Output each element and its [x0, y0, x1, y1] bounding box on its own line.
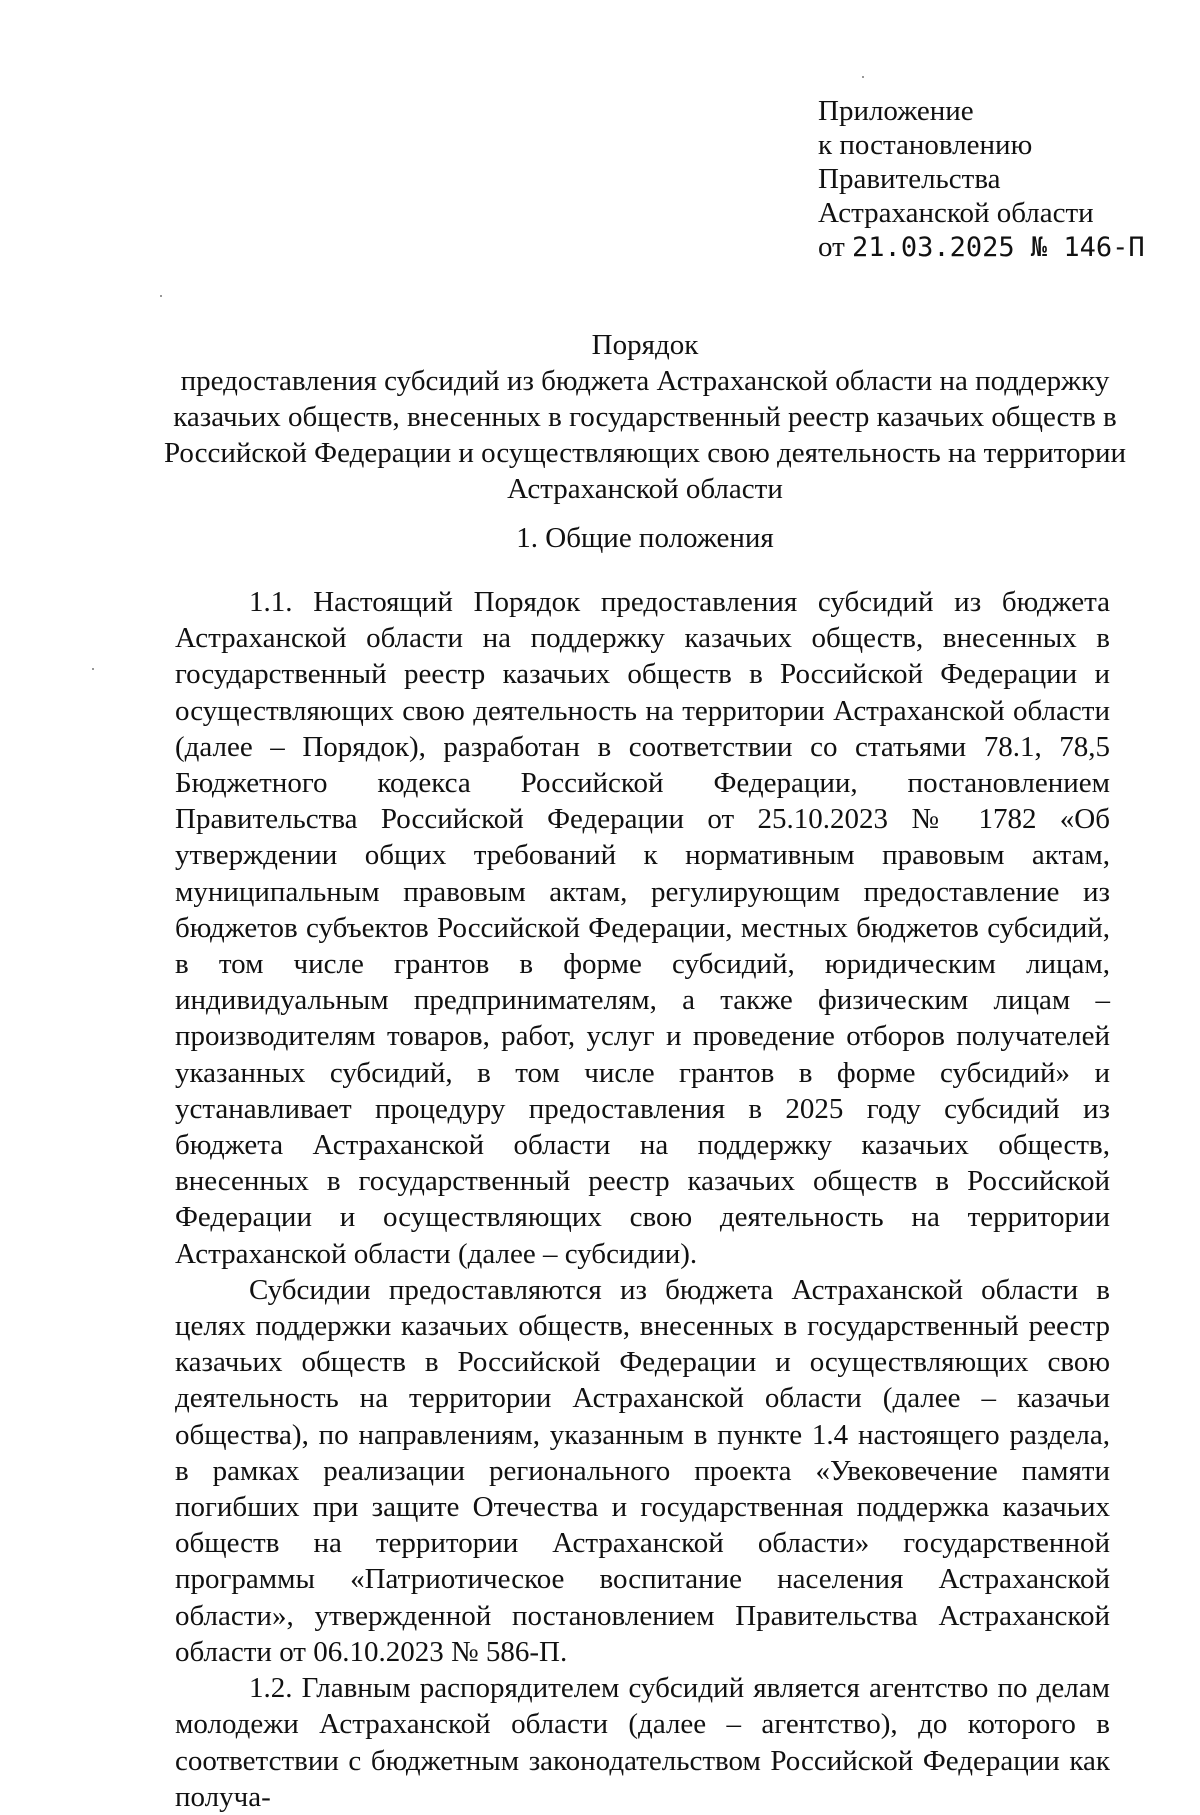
body-text: [175, 584, 1110, 1815]
section-heading: 1. Общие положения: [516, 522, 774, 554]
appendix-date-line: [818, 230, 1158, 265]
appendix-line: к постановлению: [818, 129, 1033, 161]
title-line: предоставления субсидий из бюджета Астраханской области на поддержку: [180, 365, 1110, 397]
title-line: Астраханской области: [507, 473, 783, 505]
title-heading: Порядок: [591, 329, 699, 361]
paragraph: 1.2. Главным распорядителем субсидий является агентство по делам молодежи Астраханской области (далее – агентство), до которого в соответствии с бюджетным законодательством Российской Федерации как получа-: [175, 1672, 1110, 1813]
appendix-date-prefix: от: [818, 231, 853, 263]
paragraph: Субсидии предоставляются из бюджета Астраханской области в целях поддержки казачьих обществ, внесенных в государственный реестр казачьих обществ в Российской Федерации и осуществляющих свою деятельность на территории Астраханской области (далее – казачьи общества), по направлениям, указанным в пункте 1.4 настоящего раздела, в рамках реализации регионального проекта «Увековечение памяти погибших при защите Отечества и государственная поддержка казачьих обществ на территории Астраханской области» государственной программы «Патриотическое воспитание населения Астраханской области», утвержденной постановлением Правительства Астраханской области от 06.10.2023 № 586-П.: [175, 1273, 1110, 1668]
appendix-line: Правительства: [818, 163, 1001, 195]
document-title: [150, 327, 1140, 507]
appendix-date: 21.03.2025: [852, 232, 1015, 263]
scan-speck: [862, 76, 864, 78]
title-line: Российской Федерации и осуществляющих свою деятельность на территории: [164, 437, 1126, 469]
scan-speck: [92, 668, 94, 670]
paragraph: 1.1. Настоящий Порядок предоставления субсидий из бюджета Астраханской области на поддержку казачьих обществ, внесенных в государственный реестр казачьих обществ в Российской Федерации и осуществляющих свою деятельность на территории Астраханской области (далее – Порядок), разработан в соответствии со статьями 78.1, 78,5 Бюджетного кодекса Российской Федерации, постановлением Правительства Российской Федерации от 25.10.2023 № 1782 «Об утверждении общих требований к нормативным правовым актам, муниципальным правовым актам, регулирующим предоставление из бюджетов субъектов Российской Федерации, местных бюджетов субсидий, в том числе грантов в форме субсидий, юридическим лицам, индивидуальным предпринимателям, а также физическим лицам – производителям товаров, работ, услуг и проведение отборов получателей указанных субсидий, в том числе грантов в форме субсидий» и устанавливает процедуру предоставления в 2025 году субсидий из бюджета Астраханской области на поддержку казачьих обществ, внесенных в государственный реестр казачьих обществ в Российской Федерации и осуществляющих свою деятельность на территории Астраханской области (далее – субсидии).: [175, 586, 1110, 1270]
appendix-line: Астраханской области: [818, 197, 1094, 229]
scan-speck: [160, 295, 162, 297]
appendix-header: [818, 94, 1158, 265]
appendix-number-prefix: №: [1014, 232, 1064, 263]
title-line: казачьих обществ, внесенных в государственный реестр казачьих обществ в: [173, 401, 1117, 433]
appendix-number: 146-П: [1063, 232, 1145, 263]
appendix-line: Приложение: [818, 95, 974, 127]
